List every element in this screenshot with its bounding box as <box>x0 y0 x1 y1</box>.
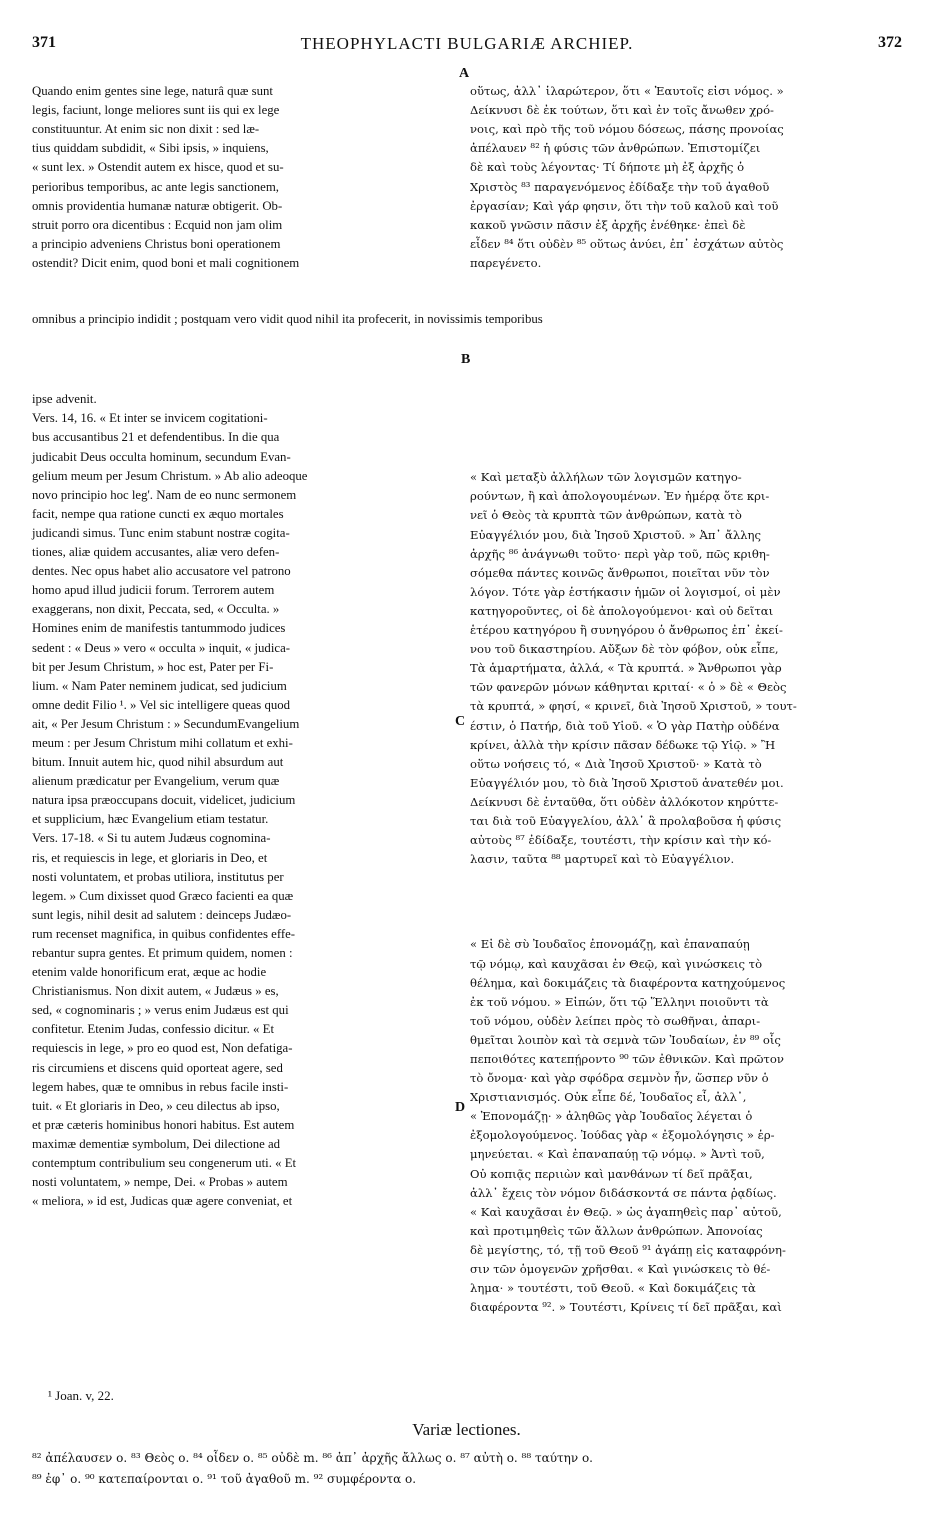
variae-lectiones <box>32 1448 902 1490</box>
greek-block-1: οὕτως, ἀλλ᾽ ἱλαρώτερον, ὅτι « Ἑαυτοῖς εἰσι νόμος. » Δείκνυσι δὲ ἐκ τούτων, ὅτι καὶ ἐν τοῖς ἄνωθεν χρό- νοις, καὶ πρὸ τῆς τοῦ νόμου δόσεως, πάσης προνοίας ἀπέλαυεν ⁸² ἡ φύσις τῶν ἀνθρώπων. Ἐπιστομίζει δὲ καὶ τοὺς λέγοντας· Τί δήποτε μὴ ἐξ ἀρχῆς ὁ Χριστὸς ⁸³ παραγενόμενος ἐδίδαξε τὴν τοῦ ἀγαθοῦ ἐργασίαν; Καὶ γάρ φησιν, ὅτι τὴν τοῦ καλοῦ καὶ τοῦ κακοῦ γνῶσιν πᾶσιν ἐξ ἀρχῆς ἐνέθηκε· ἐπεὶ δὲ εἶδεν ⁸⁴ ὅτι οὐδὲν ⁸⁵ οὕτως ἀνύει, ἐπ᾽ ἐσχάτων αὐτὸς παρεγένετο. <box>470 84 784 270</box>
page-number-right: 372 <box>878 34 902 51</box>
variae-line-1: ⁸² ἀπέλαυσεν ο. ⁸³ Θεὸς ο. ⁸⁴ οἶδεν ο. ⁸⁵ οὐδὲ m. ⁸⁶ ἀπ᾽ ἀρχῆς ἄλλως ο. ⁸⁷ αὐτὴ ο. ⁸⁸ ταύτην ο. <box>32 1451 593 1465</box>
variae-line-2: ⁸⁹ ἐφ᾽ ο. ⁹⁰ κατεπαίρονται ο. ⁹¹ τοῦ ἀγαθοῦ m. ⁹² συμφέροντα ο. <box>32 1472 417 1486</box>
greek-block-2: « Καὶ μεταξὺ ἀλλήλων τῶν λογισμῶν κατηγο- ρούντων, ἢ καὶ ἀπολογουμένων. Ἐν ἡμέρᾳ ὅτε κρι- νεῖ ὁ Θεὸς τὰ κρυπτὰ τῶν ἀνθρώπων, κατὰ τὸ Εὐαγγέλιόν μου, διὰ Ἰησοῦ Χριστοῦ. » Ἀπ᾽ ἄλλης ἀρχῆς ⁸⁶ ἀνάγνωθι τοῦτο· περὶ γὰρ τοῦ, πῶς κριθη- σόμεθα πάντες κοινῶς ἄνθρωποι, ποιεῖται νῦν τὸν λόγον. Τότε γὰρ ἑστήκασιν ἡμῶν οἱ λογισμοί, οἱ μὲν κατηγοροῦντες, οἱ δὲ ἀπολογούμενοι· καὶ οὐ δεῖται ἑτέρου κατηγόρου ἢ συνηγόρου ὁ ἄνθρωπος ἐπ᾽ ἐκεί- νου τοῦ δικαστηρίου. Αὔξων δὲ τὸν φόβον, οὐκ εἶπε, Τὰ ἁμαρτήματα, ἀλλά, « Τὰ κρυπτά. » Ἄνθρωποι γὰρ τῶν φανερῶν μόνων κάθηνται κριταί· « ὁ » δὲ « Θεὸς τὰ κρυπτά, » φησί, « κρινεῖ, διὰ Ἰησοῦ Χριστοῦ, » τουτ- έστιν, ὁ Πατήρ, διὰ τοῦ Υἱοῦ. « Ὁ γὰρ Πατὴρ οὐδένα κρίνει, ἀλλὰ τὴν κρίσιν πᾶσαν δέδωκε τῷ Υἱῷ. » Ἢ οὕτω νοήσεις τό, « Διὰ Ἰησοῦ Χριστοῦ· » Κατὰ τὸ Εὐαγγέλιόν μου, τὸ διὰ Ἰησοῦ Χριστοῦ ἀνατεθέν μοι. Δείκνυσι δὲ ἐνταῦθα, ὅτι οὐδὲν ἀλλόκοτον κηρύττε- ται διὰ τοῦ Εὐαγγελίου, ἀλλ᾽ ἃ προλαβοῦσα ἡ φύσις αὐτοὺς ⁸⁷ ἐδίδαξε, τουτέστι, τὴν κρίσιν καὶ τὴν κό- λασιν, ταῦτα ⁸⁸ μαρτυρεῖ καὶ τὸ Εὐαγγέλιον. <box>470 470 797 867</box>
margin-marker-a: A <box>459 66 470 81</box>
running-title: THEOPHYLACTI BULGARIÆ ARCHIEP. <box>300 34 634 53</box>
page-number-left: 371 <box>32 34 56 51</box>
latin-block-1: Quando enim gentes sine lege, naturâ quæ sunt legis, faciunt, longe meliores sunt iis qui ex lege constituuntur. At enim sic non dixit : sed læ- tius quiddam subdidit, « Sibi ipsis, » inquiens, « sunt lex. » Ostendit autem ex hisce, quod et su- perioribus temporibus, ac ante legis sanctionem, omnis providentia humanæ naturæ obtigerit. Ob- struit porro ora dicentibus : Ecquid non jam olim a principio adveniens Christus boni operationem ostendit? Dicit enim, quod boni et mali cognitionem <box>32 84 300 270</box>
margin-marker-b: B <box>461 352 471 367</box>
page-header <box>32 34 902 58</box>
margin-marker-d: D <box>455 1100 466 1115</box>
variae-lectiones-title: Variæ lectiones. <box>412 1420 521 1439</box>
full-width-line: omnibus a principio indidit ; postquam vero vidit quod nihil ita profecerit, in novissimis temporibus <box>32 312 543 326</box>
latin-column <box>32 63 456 1230</box>
latin-block-2: ipse advenit. Vers. 14, 16. « Et inter se invicem cogitationi- bus accusantibus 21 et defendentibus. In die qua judicabit Deus occulta hominum, secundum Evan- gelium meum per Jesum Christum. » Ab alio adeoque novo principio hoc leg'. Nam de eo nunc sermonem facit, nempe qua ratione cuncti ex æquo mortales judicandi simus. Tunc enim stabunt nostræ cogita- tiones, aliæ quidem accusantes, aliæ vero defen- dentes. Nec opus habet alio accusatore vel patrono homo apud illud judicii forum. Terrorem autem exaggerans, non dixit, Peccata, sed, « Occulta. » Homines enim de manifestis tantummodo judices sedent : « Deus » vero « occulta » inquit, « judica- bit per Jesum Christum, » hoc est, Pater per Fi- lium. « Nam Pater neminem judicat, sed judicium omne dedit Filio ¹. » Vel sic intelligere queas quod ait, « Per Jesum Christum : » SecundumEvangelium meum : per Jesum Christum mihi collatum et exhi- bitum. Innuit autem hic, quod nihil absurdum aut alienum prædicatur per Evangelium, verum quæ natura ipsa præoccupans docuit, videlicet, judicium et supplicium, hæc Evangelium etiam testatur. Vers. 17-18. « Si tu autem Judæus cognomina- ris, et requiescis in lege, et gloriaris in Deo, et nosti voluntatem, et probas utiliora, institutus per legem. » Cum dixisset quod Græco facienti ea quæ sunt legis, nihil desit ad salutem : deinceps Judæo- rum recenset magnifica, in quibus confidentes effe- rebantur supra gentes. Et primum quidem, nomen : etenim valde honorificum erat, æque ac hodie Christianismus. Non dixit autem, « Judæus » es, sed, « cognominaris ; » verus enim Judæus est qui confitetur. Etenim Judas, confessio dicitur. « Et requiescis in lege, » pro eo quod est, Non defatiga- ris circumiens et discens quid oporteat agere, sed legem habes, quæ te omnibus in rebus facile insti- tuit. « Et gloriaris in Deo, » ceu dilectus ab ipso, et præ cæteris hominibus honori habitus. Est autem maximæ dementiæ symbolum, Dei dilectione ad contemptum contribulium seu congenerum uti. « Et nosti voluntatem, » nempe, Dei. « Probas » autem « meliora, » id est, Judicas quæ agere conveniat, et <box>32 392 308 1209</box>
greek-block-3: « Εἰ δὲ σὺ Ἰουδαῖος ἐπονομάζῃ, καὶ ἐπαναπαύῃ τῷ νόμῳ, καὶ καυχᾶσαι ἐν Θεῷ, καὶ γινώσκεις τὸ θέλημα, καὶ δοκιμάζεις τὰ διαφέροντα κατηχούμενος ἐκ τοῦ νόμου. » Εἰπών, ὅτι τῷ Ἕλληνι ποιοῦντι τὰ τοῦ νόμου, οὐδὲν λείπει πρὸς τὸ σωθῆναι, ἀπαρι- θμεῖται λοιπὸν καὶ τὰ σεμνὰ τῶν Ἰουδαίων, ἐν ⁸⁹ οἷς πεποιθότες κατεπῄροντο ⁹⁰ τῶν ἐθνικῶν. Καὶ πρῶτον τὸ ὄνομα· καὶ γὰρ σφόδρα σεμνὸν ἦν, ὥσπερ νῦν ὁ Χριστιανισμός. Οὐκ εἶπε δέ, Ἰουδαῖος εἶ, ἀλλ᾽, « Ἐπονομάζῃ· » ἀληθῶς γὰρ Ἰουδαῖος λέγεται ὁ ἐξομολογούμενος. Ἰούδας γὰρ « ἐξομολόγησις » ἑρ- μηνεύεται. « Καὶ ἐπαναπαύῃ τῷ νόμῳ. » Ἀντὶ τοῦ, Οὐ κοπιᾷς περιιὼν καὶ μανθάνων τί δεῖ πρᾶξαι, ἀλλ᾽ ἔχεις τὸν νόμον διδάσκοντά σε πάντα ῥᾳδίως. « Καὶ καυχᾶσαι ἐν Θεῷ. » ὡς ἀγαπηθεὶς παρ᾽ αὐτοῦ, καὶ προτιμηθεὶς τῶν ἄλλων ἀνθρώπων. Ἀπονοίας δὲ μεγίστης, τό, τῇ τοῦ Θεοῦ ⁹¹ ἀγάπῃ εἰς καταφρόνη- σιν τῶν ὁμογενῶν χρῆσθαι. « Καὶ γινώσκεις τὸ θέ- λημα· » τουτέστι, τοῦ Θεοῦ. « Καὶ δοκιμάζεις τὰ διαφέροντα ⁹². » Τουτέστι, Κρίνεις τί δεῖ πρᾶξαι, καὶ <box>470 937 786 1315</box>
footnote: ¹ Joan. v, 22. <box>48 1388 114 1403</box>
margin-marker-c: C <box>455 714 466 729</box>
greek-column <box>470 63 894 1336</box>
